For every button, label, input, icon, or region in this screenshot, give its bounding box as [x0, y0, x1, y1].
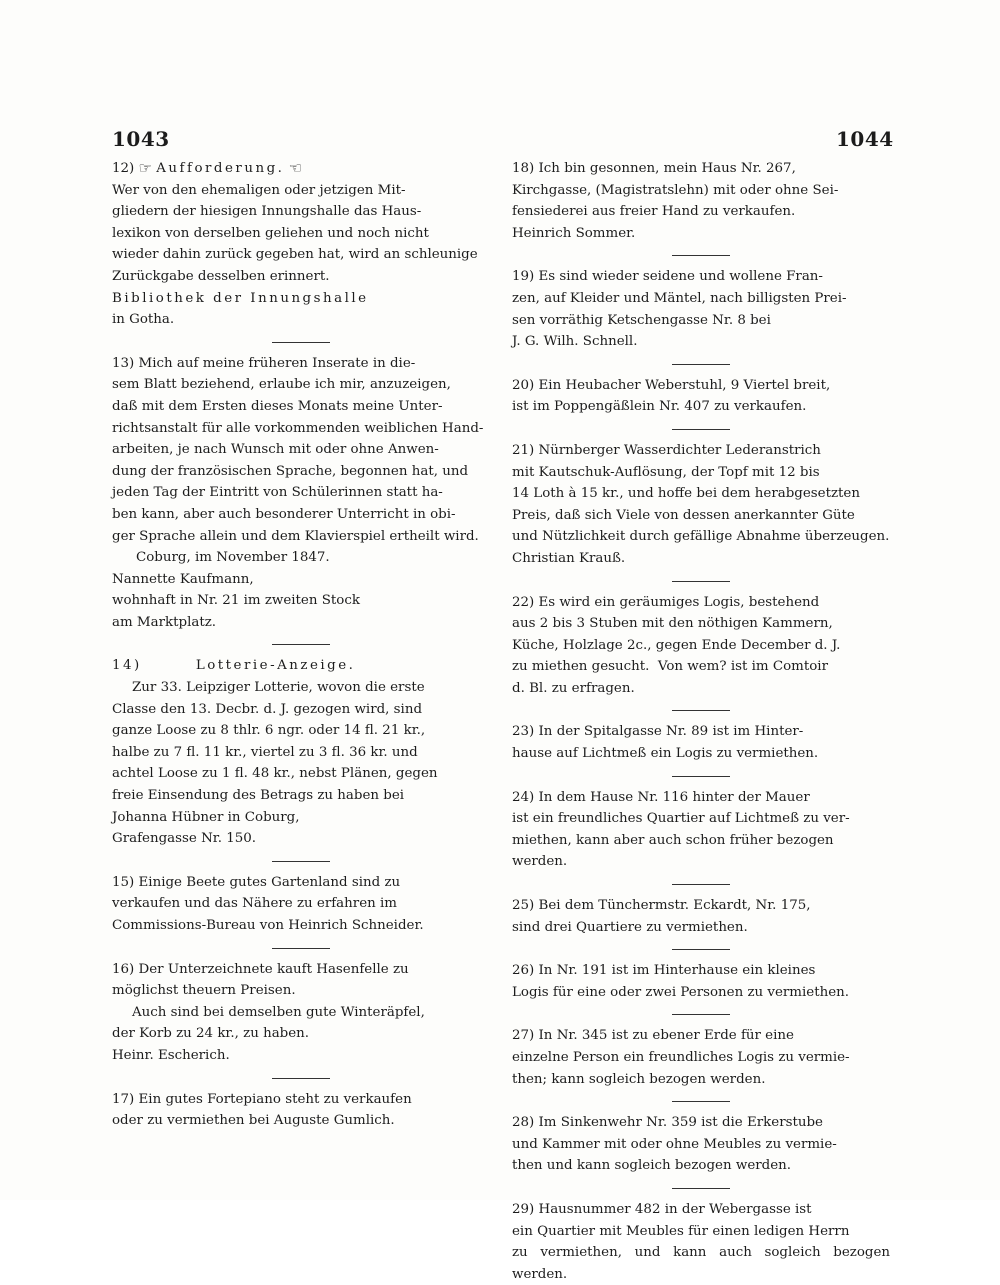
left-column — [112, 158, 490, 1132]
notice-23 — [512, 721, 890, 764]
notice-13-line: jeden Tag der Eintritt von Schülerinnen statt ha- — [112, 485, 443, 501]
notice-13 — [112, 353, 490, 634]
notice-14-line: Classe den 13. Decbr. d. J. gezogen wird, sind — [112, 701, 423, 717]
notice-29 — [512, 1199, 890, 1285]
notice-25-line: sind drei Quartiere zu vermiethen. — [512, 919, 748, 935]
notice-18-line: fensiederei aus freier Hand zu verkaufen. — [512, 204, 796, 220]
notice-21-signature: Christian Krauß. — [512, 550, 626, 566]
notice-13-line: sem Blatt beziehend, erlaube ich mir, anzuzeigen, — [112, 377, 451, 393]
notice-22-line: d. Bl. zu erfragen. — [512, 680, 635, 696]
notice-29-line: ein Quartier mit Meubles für einen ledigen Herrn — [512, 1223, 850, 1239]
notice-14-address: Grafengasse Nr. 150. — [112, 831, 257, 847]
notice-18 — [512, 158, 890, 244]
notice-25-line: 25) Bei dem Tünchermstr. Eckardt, Nr. 175, — [512, 898, 811, 914]
separator-rule — [672, 581, 730, 582]
notice-13-line: daß mit dem Ersten dieses Monats meine Unter- — [112, 398, 443, 414]
notice-24 — [512, 787, 890, 873]
page-number-right: 1044 — [836, 127, 894, 151]
notice-16-line: 16) Der Unterzeichnete kauft Hasenfelle zu — [112, 961, 409, 977]
notice-20 — [512, 375, 890, 418]
notice-16 — [112, 959, 490, 1067]
notice-19-signature: J. G. Wilh. Schnell. — [512, 334, 638, 350]
notice-19-line: sen vorräthig Ketschengasse Nr. 8 bei — [512, 312, 771, 328]
notice-12-line: Wer von den ehemaligen oder jetzigen Mit- — [112, 182, 406, 198]
notice-12-line: lexikon von derselben geliehen und noch nicht — [112, 225, 429, 241]
notice-19 — [512, 266, 890, 352]
separator-rule — [272, 1078, 330, 1079]
notice-21-line: und Nützlichkeit durch gefällige Abnahme überzeugen. — [512, 529, 890, 545]
notice-13-line: 13) Mich auf meine früheren Inserate in die- — [112, 355, 416, 371]
notice-21-line: mit Kautschuk-Auflösung, der Topf mit 12 bis — [512, 464, 820, 480]
notice-13-place-date: Coburg, im November 1847. — [136, 550, 330, 566]
notice-15-line: verkaufen und das Nähere zu erfahren im — [112, 896, 397, 912]
notice-24-line: 24) In dem Hause Nr. 116 hinter der Mauer — [512, 789, 810, 805]
notice-20-line: 20) Ein Heubacher Weberstuhl, 9 Viertel breit, — [512, 377, 831, 393]
notice-14-line: halbe zu 7 fl. 11 kr., viertel zu 3 fl. 36 kr. und — [112, 744, 418, 760]
separator-rule — [672, 1101, 730, 1102]
notice-18-line: 18) Ich bin gesonnen, mein Haus Nr. 267, — [512, 161, 796, 176]
notice-15 — [112, 872, 490, 937]
separator-rule — [672, 884, 730, 885]
separator-rule — [672, 949, 730, 950]
separator-rule — [272, 644, 330, 645]
notice-12-signature-place: in Gotha. — [112, 312, 175, 328]
notice-13-line: ger Sprache allein und dem Klavierspiel ertheilt wird. — [112, 528, 479, 544]
notice-26 — [512, 960, 890, 1003]
notice-24-line: miethen, kann aber auch schon früher bezogen werden. — [512, 832, 834, 870]
page-number-left: 1043 — [112, 127, 170, 151]
separator-rule — [272, 861, 330, 862]
notice-21-line: 14 Loth à 15 kr., und hoffe bei dem herabgesetzten — [512, 486, 860, 502]
notice-16-line: der Korb zu 24 kr., zu haben. — [112, 1026, 310, 1042]
notice-14-line: Zur 33. Leipziger Lotterie, wovon die erste — [132, 680, 425, 696]
notice-23-line: hause auf Lichtmeß ein Logis zu vermiethen. — [512, 746, 819, 762]
notice-28 — [512, 1112, 890, 1177]
separator-rule — [272, 342, 330, 343]
pointing-hand-left-icon: ☜ — [288, 159, 303, 177]
notice-21 — [512, 440, 890, 570]
notice-16-line: Auch sind bei demselben gute Winteräpfel, — [132, 1004, 425, 1020]
notice-13-line: richtsanstalt für alle vorkommenden weiblichen Hand- — [112, 420, 484, 436]
notice-12-heading — [112, 158, 490, 180]
notice-27-line: then; kann sogleich bezogen werden. — [512, 1071, 766, 1087]
notice-13-line: arbeiten, je nach Wunsch mit oder ohne Anwen- — [112, 442, 439, 458]
separator-rule — [672, 1188, 730, 1189]
notice-14-line: ganze Loose zu 8 thlr. 6 ngr. oder 14 fl. 21 kr., — [112, 723, 426, 739]
notice-14-heading: 14) Lotterie-Anzeige. — [112, 658, 356, 674]
notice-16-line: möglichst theuern Preisen. — [112, 983, 296, 999]
notice-15-signature: Commissions-Bureau von Heinrich Schneider. — [112, 918, 424, 933]
notice-13-address: wohnhaft in Nr. 21 im zweiten Stock — [112, 593, 360, 609]
notice-22 — [512, 592, 890, 700]
notice-22-line: Küche, Holzlage 2c., gegen Ende December d. J. — [512, 637, 841, 653]
notice-24-line: ist ein freundliches Quartier auf Lichtmeß zu ver- — [512, 811, 850, 827]
notice-19-line: zen, auf Kleider und Mäntel, nach billigsten Prei- — [512, 290, 847, 306]
notice-12-line: Zurückgabe desselben erinnert. — [112, 268, 330, 284]
notice-27-line: einzelne Person ein freundliches Logis zu vermie- — [512, 1050, 850, 1065]
notice-16-signature: Heinr. Escherich. — [112, 1047, 230, 1063]
notice-28-line: und Kammer mit oder ohne Meubles zu vermie- — [512, 1136, 837, 1152]
notice-14-signature: Johanna Hübner in Coburg, — [112, 809, 300, 825]
notice-22-line: zu miethen gesucht. Von wem? ist im Comtoir — [512, 659, 828, 675]
notice-14-line: achtel Loose zu 1 fl. 48 kr., nebst Plänen, gegen — [112, 766, 438, 782]
pointing-hand-right-icon: ☞ — [138, 159, 152, 177]
separator-rule — [672, 255, 730, 256]
notice-12-signature: Bibliothek der Innungshalle — [112, 290, 369, 306]
notice-14 — [112, 655, 490, 849]
notice-13-line: ben kann, aber auch besonderer Unterricht in obi- — [112, 506, 456, 522]
separator-rule — [672, 364, 730, 365]
right-column — [512, 158, 890, 1285]
notice-17-line: 17) Ein gutes Fortepiano steht zu verkaufen — [112, 1091, 412, 1107]
separator-rule — [672, 429, 730, 430]
notice-26-line: 26) In Nr. 191 ist im Hinterhause ein kleines — [512, 963, 816, 979]
notice-29-line: 29) Hausnummer 482 in der Webergasse ist — [512, 1201, 812, 1217]
notice-25 — [512, 895, 890, 938]
notice-14-line: freie Einsendung des Betrags zu haben bei — [112, 788, 405, 804]
notice-13-signature: Nannette Kaufmann, — [112, 571, 254, 587]
notice-22-line: aus 2 bis 3 Stuben mit den nöthigen Kammern, — [512, 616, 833, 632]
notice-12-line: wieder dahin zurück gegeben hat, wird an schleunige — [112, 247, 478, 263]
notice-19-line: 19) Es sind wieder seidene und wollene Fran- — [512, 269, 823, 285]
notice-13-line: dung der französischen Sprache, begonnen hat, und — [112, 463, 469, 479]
notice-27 — [512, 1025, 890, 1090]
separator-rule — [272, 948, 330, 949]
notice-17-line: oder zu vermiethen bei Auguste Gumlich. — [112, 1113, 395, 1129]
notice-21-line: Preis, daß sich Viele von dessen anerkannter Güte — [512, 507, 855, 523]
notice-18-signature: Heinrich Sommer. — [512, 225, 636, 241]
separator-rule — [672, 710, 730, 711]
notice-28-line: 28) Im Sinkenwehr Nr. 359 ist die Erkerstube — [512, 1115, 823, 1131]
notice-17 — [112, 1089, 490, 1132]
notice-12-line: gliedern der hiesigen Innungshalle das Haus- — [112, 204, 422, 220]
notice-21-line: 21) Nürnberger Wasserdichter Lederanstrich — [512, 442, 821, 458]
notice-12-title: Aufforderung. — [156, 161, 285, 176]
notice-20-line: ist im Poppengäßlein Nr. 407 zu verkaufen. — [512, 399, 807, 415]
notice-26-line: Logis für eine oder zwei Personen zu vermiethen. — [512, 984, 850, 1000]
notice-18-line: Kirchgasse, (Magistratslehn) mit oder ohne Sei- — [512, 182, 839, 198]
separator-rule — [672, 1014, 730, 1015]
notice-29-line: zu vermiethen, und kann auch sogleich bezogen werden. — [512, 1245, 890, 1282]
notice-27-line: 27) In Nr. 345 ist zu ebener Erde für eine — [512, 1028, 794, 1044]
notice-28-line: then und kann sogleich bezogen werden. — [512, 1158, 792, 1174]
separator-rule — [672, 776, 730, 777]
notice-13-address: am Marktplatz. — [112, 614, 217, 630]
notice-23-line: 23) In der Spitalgasse Nr. 89 ist im Hinter- — [512, 724, 804, 740]
notice-12-number: 12) — [112, 161, 135, 176]
notice-12 — [112, 158, 490, 331]
notice-22-line: 22) Es wird ein geräumiges Logis, bestehend — [512, 594, 820, 610]
notice-15-line: 15) Einige Beete gutes Gartenland sind zu — [112, 874, 401, 890]
